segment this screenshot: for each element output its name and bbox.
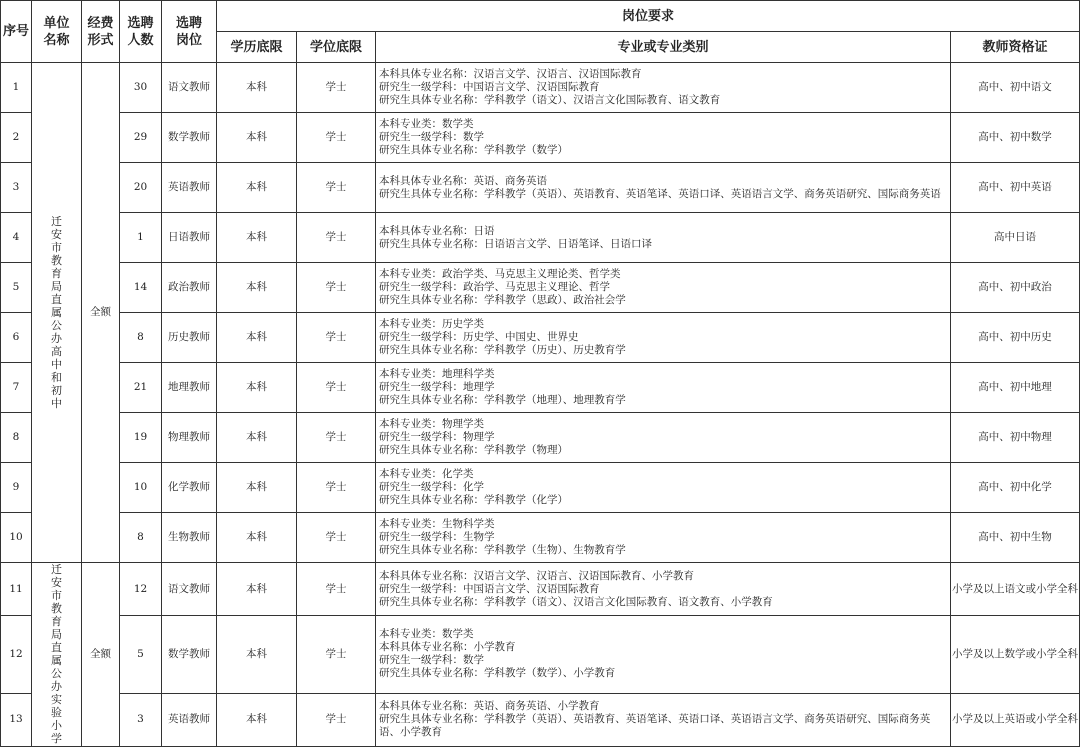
major-line: 本科具体专业名称：英语、商务英语 (379, 174, 547, 187)
header-seq: 序号 (1, 1, 32, 63)
header-certificate: 教师资格证 (951, 32, 1080, 63)
major-line: 本科专业类：生物科学类 (379, 518, 495, 530)
row-count: 5 (120, 616, 162, 694)
row-post: 物理教师 (162, 413, 217, 463)
row-certificate: 高中、初中政治 (951, 263, 1080, 313)
row-certificate: 小学及以上英语或小学全科 (951, 693, 1080, 746)
row-count: 20 (120, 163, 162, 213)
row-major (376, 163, 951, 213)
major-line: 本科专业类：地理科学类 (379, 368, 495, 380)
row-post: 英语教师 (162, 693, 217, 746)
row-count: 3 (120, 693, 162, 746)
table-row (1, 563, 1080, 616)
row-seq: 3 (1, 163, 32, 213)
major-line: 本科具体专业名称：汉语言文学、汉语言、汉语国际教育 (379, 68, 642, 80)
row-seq: 10 (1, 513, 32, 563)
row-seq: 6 (1, 313, 32, 363)
table-row (1, 693, 1080, 746)
row-education: 本科 (217, 263, 297, 313)
row-post: 化学教师 (162, 463, 217, 513)
table-row (1, 263, 1080, 313)
major-line: 研究生一级学科：中国语言文学、汉语国际教育 (379, 582, 600, 595)
header-requirements: 岗位要求 (217, 1, 1080, 32)
row-education: 本科 (217, 616, 297, 694)
major-line: 本科具体专业名称：日语 (379, 224, 495, 237)
row-seq: 13 (1, 693, 32, 746)
row-major (376, 363, 951, 413)
header-major: 专业或专业类别 (376, 32, 951, 63)
table-body (1, 63, 1080, 747)
major-line: 研究生一级学科：中国语言文学、汉语国际教育 (379, 81, 600, 93)
major-line: 研究生具体专业名称：学科教学（数学） (379, 144, 568, 156)
row-certificate: 高中、初中生物 (951, 513, 1080, 563)
row-major (376, 563, 951, 616)
row-post: 语文教师 (162, 63, 217, 113)
row-certificate: 小学及以上数学或小学全科 (951, 616, 1080, 694)
row-seq: 5 (1, 263, 32, 313)
row-degree: 学士 (297, 513, 376, 563)
row-post: 生物教师 (162, 513, 217, 563)
table-row (1, 113, 1080, 163)
row-certificate: 高中日语 (951, 213, 1080, 263)
major-line: 研究生具体专业名称：日语语言文学、日语笔译、日语口译 (379, 237, 652, 250)
row-education: 本科 (217, 313, 297, 363)
row-count: 19 (120, 413, 162, 463)
row-degree: 学士 (297, 463, 376, 513)
fund-type: 全额 (82, 63, 120, 563)
table-row (1, 363, 1080, 413)
table-row (1, 63, 1080, 113)
row-major (376, 263, 951, 313)
row-certificate: 高中、初中地理 (951, 363, 1080, 413)
row-major (376, 413, 951, 463)
row-education: 本科 (217, 163, 297, 213)
row-count: 10 (120, 463, 162, 513)
row-post: 语文教师 (162, 563, 217, 616)
row-degree: 学士 (297, 263, 376, 313)
table-row (1, 616, 1080, 694)
row-education: 本科 (217, 413, 297, 463)
major-line: 研究生具体专业名称：学科教学（生物）、生物教育学 (379, 544, 626, 556)
major-line: 本科专业类：历史学类 (379, 318, 484, 330)
major-line: 本科具体专业名称：汉语言文学、汉语言、汉语国际教育、小学教育 (379, 569, 694, 582)
row-major (376, 313, 951, 363)
row-degree: 学士 (297, 113, 376, 163)
major-line: 研究生一级学科：地理学 (379, 381, 495, 393)
table-row (1, 463, 1080, 513)
table-row (1, 513, 1080, 563)
major-line: 研究生具体专业名称：学科教学（语文）、汉语言文化国际教育、语文教育、小学教育 (379, 595, 773, 608)
row-education: 本科 (217, 693, 297, 746)
row-certificate: 高中、初中历史 (951, 313, 1080, 363)
major-line: 研究生一级学科：数学 (379, 654, 484, 667)
row-post: 英语教师 (162, 163, 217, 213)
row-post: 数学教师 (162, 113, 217, 163)
major-line: 研究生一级学科：政治学、马克思主义理论、哲学 (379, 281, 610, 293)
row-certificate: 高中、初中数学 (951, 113, 1080, 163)
unit-name-cell (32, 63, 82, 563)
row-education: 本科 (217, 513, 297, 563)
row-post: 日语教师 (162, 213, 217, 263)
row-degree: 学士 (297, 63, 376, 113)
row-seq: 9 (1, 463, 32, 513)
header-count: 选聘人数 (120, 1, 162, 63)
major-line: 本科具体专业名称：小学教育 (379, 641, 516, 654)
row-education: 本科 (217, 563, 297, 616)
major-line: 研究生具体专业名称：学科教学（物理） (379, 444, 568, 456)
fund-type: 全额 (82, 563, 120, 747)
row-degree: 学士 (297, 563, 376, 616)
header-education: 学历底限 (217, 32, 297, 63)
major-line: 本科专业类：化学类 (379, 468, 474, 480)
row-count: 30 (120, 63, 162, 113)
row-degree: 学士 (297, 616, 376, 694)
row-certificate: 高中、初中物理 (951, 413, 1080, 463)
major-line: 研究生具体专业名称：学科教学（数学）、小学教育 (379, 667, 616, 680)
row-major (376, 513, 951, 563)
row-major (376, 213, 951, 263)
table-row (1, 213, 1080, 263)
header-unit: 单位名称 (32, 1, 82, 63)
major-line: 研究生具体专业名称：学科教学（语文）、汉语言文化国际教育、语文教育 (379, 94, 721, 106)
row-major (376, 616, 951, 694)
major-line: 研究生具体专业名称：学科教学（英语）、英语教育、英语笔译、英语口译、英语语言文学、商务英语研究、国际商务英语、小学教育 (379, 713, 931, 739)
row-count: 8 (120, 313, 162, 363)
major-line: 研究生一级学科：物理学 (379, 431, 495, 443)
row-certificate: 高中、初中语文 (951, 63, 1080, 113)
row-education: 本科 (217, 463, 297, 513)
header-degree: 学位底限 (297, 32, 376, 63)
row-seq: 7 (1, 363, 32, 413)
row-post: 政治教师 (162, 263, 217, 313)
row-certificate: 高中、初中英语 (951, 163, 1080, 213)
row-count: 8 (120, 513, 162, 563)
row-degree: 学士 (297, 363, 376, 413)
table-row (1, 413, 1080, 463)
row-degree: 学士 (297, 313, 376, 363)
row-major (376, 693, 951, 746)
row-count: 29 (120, 113, 162, 163)
unit-name-cell (32, 563, 82, 747)
row-post: 地理教师 (162, 363, 217, 413)
row-certificate: 高中、初中化学 (951, 463, 1080, 513)
major-line: 本科专业类：数学类 (379, 118, 474, 130)
row-count: 1 (120, 213, 162, 263)
row-seq: 8 (1, 413, 32, 463)
row-degree: 学士 (297, 413, 376, 463)
major-line: 研究生一级学科：化学 (379, 481, 484, 493)
major-line: 研究生具体专业名称：学科教学（英语）、英语教育、英语笔译、英语口译、英语语言文学、商务英语研究、国际商务英语 (379, 187, 941, 200)
major-line: 本科专业类：数学类 (379, 628, 474, 641)
row-education: 本科 (217, 213, 297, 263)
major-line: 研究生具体专业名称：学科教学（思政）、政治社会学 (379, 294, 626, 306)
header-fund: 经费形式 (82, 1, 120, 63)
row-seq: 12 (1, 616, 32, 694)
major-line: 研究生一级学科：数学 (379, 131, 484, 143)
row-post: 历史教师 (162, 313, 217, 363)
row-seq: 2 (1, 113, 32, 163)
major-line: 研究生具体专业名称：学科教学（化学） (379, 494, 568, 506)
major-line: 研究生具体专业名称：学科教学（历史）、历史教育学 (379, 344, 626, 356)
row-education: 本科 (217, 363, 297, 413)
table-row (1, 313, 1080, 363)
row-major (376, 463, 951, 513)
row-education: 本科 (217, 63, 297, 113)
major-line: 本科具体专业名称：英语、商务英语、小学教育 (379, 700, 600, 713)
header-post: 选聘岗位 (162, 1, 217, 63)
row-major (376, 63, 951, 113)
major-line: 本科专业类：物理学类 (379, 418, 484, 430)
major-line: 本科专业类：政治学类、马克思主义理论类、哲学类 (379, 268, 621, 280)
major-line: 研究生具体专业名称：学科教学（地理）、地理教育学 (379, 394, 626, 406)
unit-name: 迁安市教育局直属公办高中和初中 (51, 214, 62, 410)
row-post: 数学教师 (162, 616, 217, 694)
table-row (1, 163, 1080, 213)
row-count: 14 (120, 263, 162, 313)
row-count: 21 (120, 363, 162, 413)
row-degree: 学士 (297, 163, 376, 213)
row-seq: 4 (1, 213, 32, 263)
row-seq: 1 (1, 63, 32, 113)
row-count: 12 (120, 563, 162, 616)
row-seq: 11 (1, 563, 32, 616)
unit-name: 迁安市教育局直属公办实验小学 (51, 563, 62, 745)
row-education: 本科 (217, 113, 297, 163)
row-degree: 学士 (297, 213, 376, 263)
major-line: 研究生一级学科：历史学、中国史、世界史 (379, 331, 579, 343)
row-certificate: 小学及以上语文或小学全科 (951, 563, 1080, 616)
row-major (376, 113, 951, 163)
row-degree: 学士 (297, 693, 376, 746)
major-line: 研究生一级学科：生物学 (379, 531, 495, 543)
